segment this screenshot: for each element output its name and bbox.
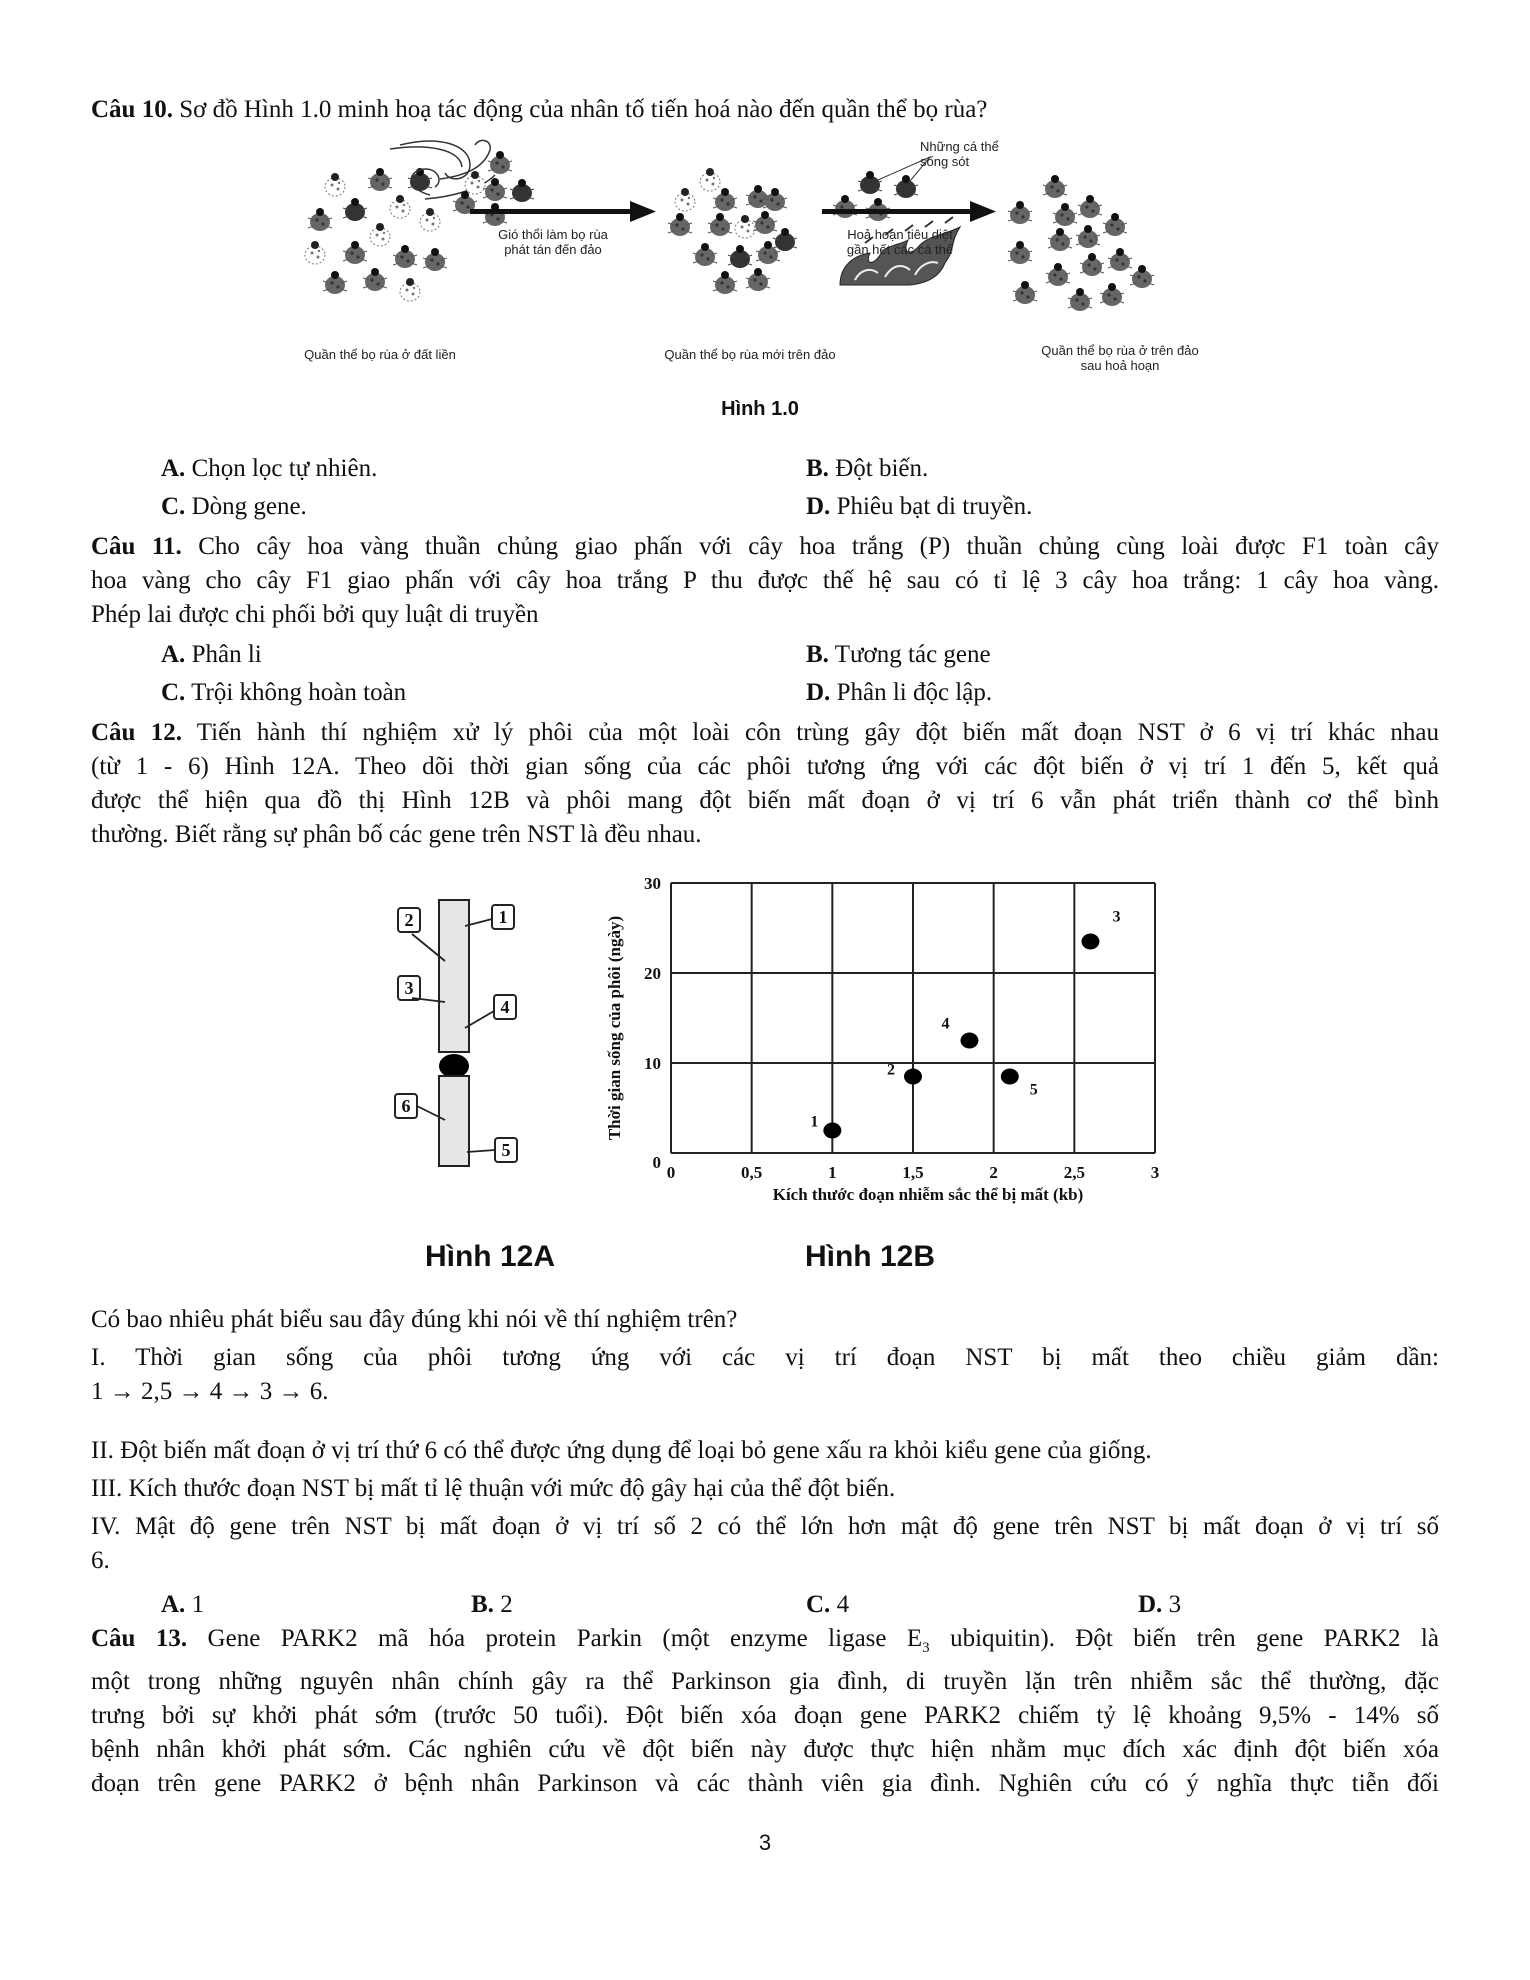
q11-option-b[interactable]: B. Tương tác gene: [806, 641, 991, 668]
q10-option-a[interactable]: A. Chọn lọc tự nhiên.: [161, 455, 378, 482]
data-point-4: [960, 1033, 978, 1049]
ladybug-diagram-graphic: [280, 135, 1240, 375]
island-new-population-bugs: [668, 168, 797, 294]
mainland-population-bugs: [305, 168, 447, 301]
q12-stem: Câu 12. Tiến hành thí nghiệm xử lý phôi của một loài côn trùng gây đột biến mất đoạn NST ở 6 vị trí khác nhau (từ 1 - 6) Hình 12A. Theo dõi thời gian sống của các phôi tương ứng với các đột biến ở vị trí 1 đến 5, kết quả được thể hiện qua đồ thị Hình 12B và phôi mang đột biến mất đoạn ở vị trí 6 vẫn phát triển thành cơ thể bình thường. Biết rằng sự phân bố các gene trên NST là đều nhau.: [91, 719, 1439, 848]
chromosome-label-6: 6: [401, 1096, 411, 1116]
q11-option-d[interactable]: D. Phân li độc lập.: [806, 679, 993, 706]
x-tick-label: 1,5: [902, 1163, 924, 1182]
survivors-label: Những cá thể sống sót: [920, 139, 999, 169]
q12-question: Có bao nhiêu phát biểu sau đây đúng khi nói về thí nghiệm trên?: [91, 1306, 738, 1333]
q12-statement-1: I. Thời gian sống của phôi tương ứng với các vị trí đoạn NST bị mất theo chiều giảm dần: 1 → 2,5 → 4 → 3 → 6.: [91, 1344, 1439, 1405]
q10-text: Sơ đồ Hình 1.0 minh hoạ tác động của nhân tố tiến hoá nào đến quần thể bọ rùa?: [172, 96, 988, 123]
data-point-1: [823, 1123, 841, 1139]
figure-12b-chart: [600, 860, 1180, 1220]
mainland-population-label: Quần thể bọ rùa ở đất liền: [304, 347, 456, 362]
q12-option-b[interactable]: B. 2: [471, 1591, 513, 1618]
figure-1-0-caption: Hình 1.0: [721, 398, 799, 420]
figure-12b-caption: Hình 12B: [804, 1240, 936, 1273]
y-tick-label: 20: [644, 964, 661, 983]
y-tick-label: 10: [644, 1054, 661, 1073]
q10-option-c[interactable]: C. Dòng gene.: [161, 493, 307, 520]
q12-label: Câu 12.: [91, 719, 182, 746]
page-number: 3: [758, 1830, 772, 1855]
chromosome-label-2: 2: [404, 910, 414, 930]
x-tick-label: 3: [1150, 1163, 1160, 1182]
x-tick-label: 2: [989, 1163, 998, 1182]
q13-label: Câu 13.: [91, 1625, 188, 1652]
q12-statement-2: II. Đột biến mất đoạn ở vị trí thứ 6 có thể được ứng dụng để loại bỏ gene xấu ra khỏi kiểu gene của giống.: [91, 1437, 1152, 1464]
data-point-label: 3: [1112, 908, 1121, 926]
figure-1-0-diagram: [280, 135, 1240, 375]
q12-option-a[interactable]: A. 1: [161, 1591, 205, 1618]
q12-option-d[interactable]: D. 3: [1138, 1591, 1182, 1618]
y-tick-label: 0: [652, 1153, 661, 1172]
x-tick-label: 0: [666, 1163, 676, 1182]
data-point-5: [1001, 1069, 1019, 1085]
fire-label: Hoả hoạn tiêu diệt gần hết các cá thể: [846, 227, 954, 257]
island-new-population-label: Quần thể bọ rùa mới trên đảo: [664, 347, 836, 362]
q11-option-a[interactable]: A. Phân li: [161, 641, 262, 668]
data-point-label: 4: [941, 1015, 950, 1033]
q11-stem: Câu 11. Cho cây hoa vàng thuần chủng giao phấn với cây hoa trắng (P) thuần chủng cùng loài được F1 toàn cây hoa vàng cho cây F1 giao phấn với cây hoa trắng P thu được thế hệ sau có tỉ lệ 3 cây hoa trắng: 1 cây hoa vàng. Phép lai được chi phối bởi quy luật di truyền: [91, 533, 1439, 628]
figure-12a-caption: Hình 12A: [424, 1240, 556, 1273]
x-tick-label: 0,5: [741, 1163, 763, 1182]
q10-stem: [91, 93, 1491, 127]
scatter-chart: [600, 860, 1180, 1220]
q10-option-d[interactable]: D. Phiêu bạt di truyền.: [806, 493, 1033, 520]
chromosome-label-1: 1: [498, 907, 508, 927]
chromosome-label-4: 4: [500, 997, 510, 1017]
data-point-label: 2: [887, 1061, 895, 1079]
wind-label: Gió thổi làm bọ rùa phát tán đến đảo: [498, 227, 608, 257]
data-point-label: 1: [810, 1113, 819, 1131]
data-point-2: [904, 1069, 922, 1085]
q10-label: Câu 10.: [91, 96, 173, 123]
data-point-3: [1081, 934, 1099, 950]
q11-label: Câu 11.: [91, 533, 182, 560]
q12-statement-3: III. Kích thước đoạn NST bị mất tỉ lệ thuận với mức độ gây hại của thể đột biến.: [91, 1475, 896, 1502]
y-axis-label: Thời gian sống của phôi (ngày): [605, 915, 624, 1141]
windblown-bugs: [453, 151, 534, 226]
data-point-label: 5: [1029, 1081, 1038, 1099]
q10-option-b[interactable]: B. Đột biến.: [806, 455, 929, 482]
q12-option-c[interactable]: C. 4: [806, 1591, 850, 1618]
x-axis-label: Kích thước đoạn nhiễm sắc thể bị mất (kb): [772, 1185, 1084, 1204]
q11-option-c[interactable]: C. Trội không hoàn toàn: [161, 679, 407, 706]
island-after-fire-label: Quần thể bọ rùa ở trên đảo sau hoả hoạn: [1041, 343, 1199, 373]
q13-stem: Câu 13. Gene PARK2 mã hóa protein Parkin (một enzyme ligase $E_3$ ubiquitin). Đột biến trên gene PARK2 là một trong những nguyên nhân chính gây ra thể Parkinson gia đình, di truyền lặn trên nhiễm sắc thể thường, đặc trưng bởi sự khởi phát sớm (trước 50 tuổi). Đột biến xóa đoạn gene PARK2 chiếm tỷ lệ khoảng 9,5% - 14% số bệnh nhân khởi phát sớm. Các nghiên cứu về đột biến này được thực hiện nhằm mục đích xác định đột biến xóa đoạn trên gene PARK2 ở bệnh nhân Parkinson và các thành viên gia đình. Nghiên cứu có ý nghĩa thực tiễn đối: [91, 1625, 1439, 1797]
y-tick-label: 30: [644, 874, 661, 893]
chromosome-label-3: 3: [404, 978, 414, 998]
x-tick-label: 2,5: [1063, 1163, 1085, 1182]
island-after-fire-population-bugs: [1008, 175, 1154, 311]
q12-statement-4: IV. Mật độ gene trên NST bị mất đoạn ở vị trí số 2 có thể lớn hơn mật độ gene trên NST bị mất đoạn ở vị trí số 6.: [91, 1513, 1439, 1574]
figure-12a-chromosome: [385, 880, 565, 1180]
chromosome-label-5: 5: [501, 1140, 511, 1160]
x-tick-label: 1: [828, 1163, 837, 1182]
